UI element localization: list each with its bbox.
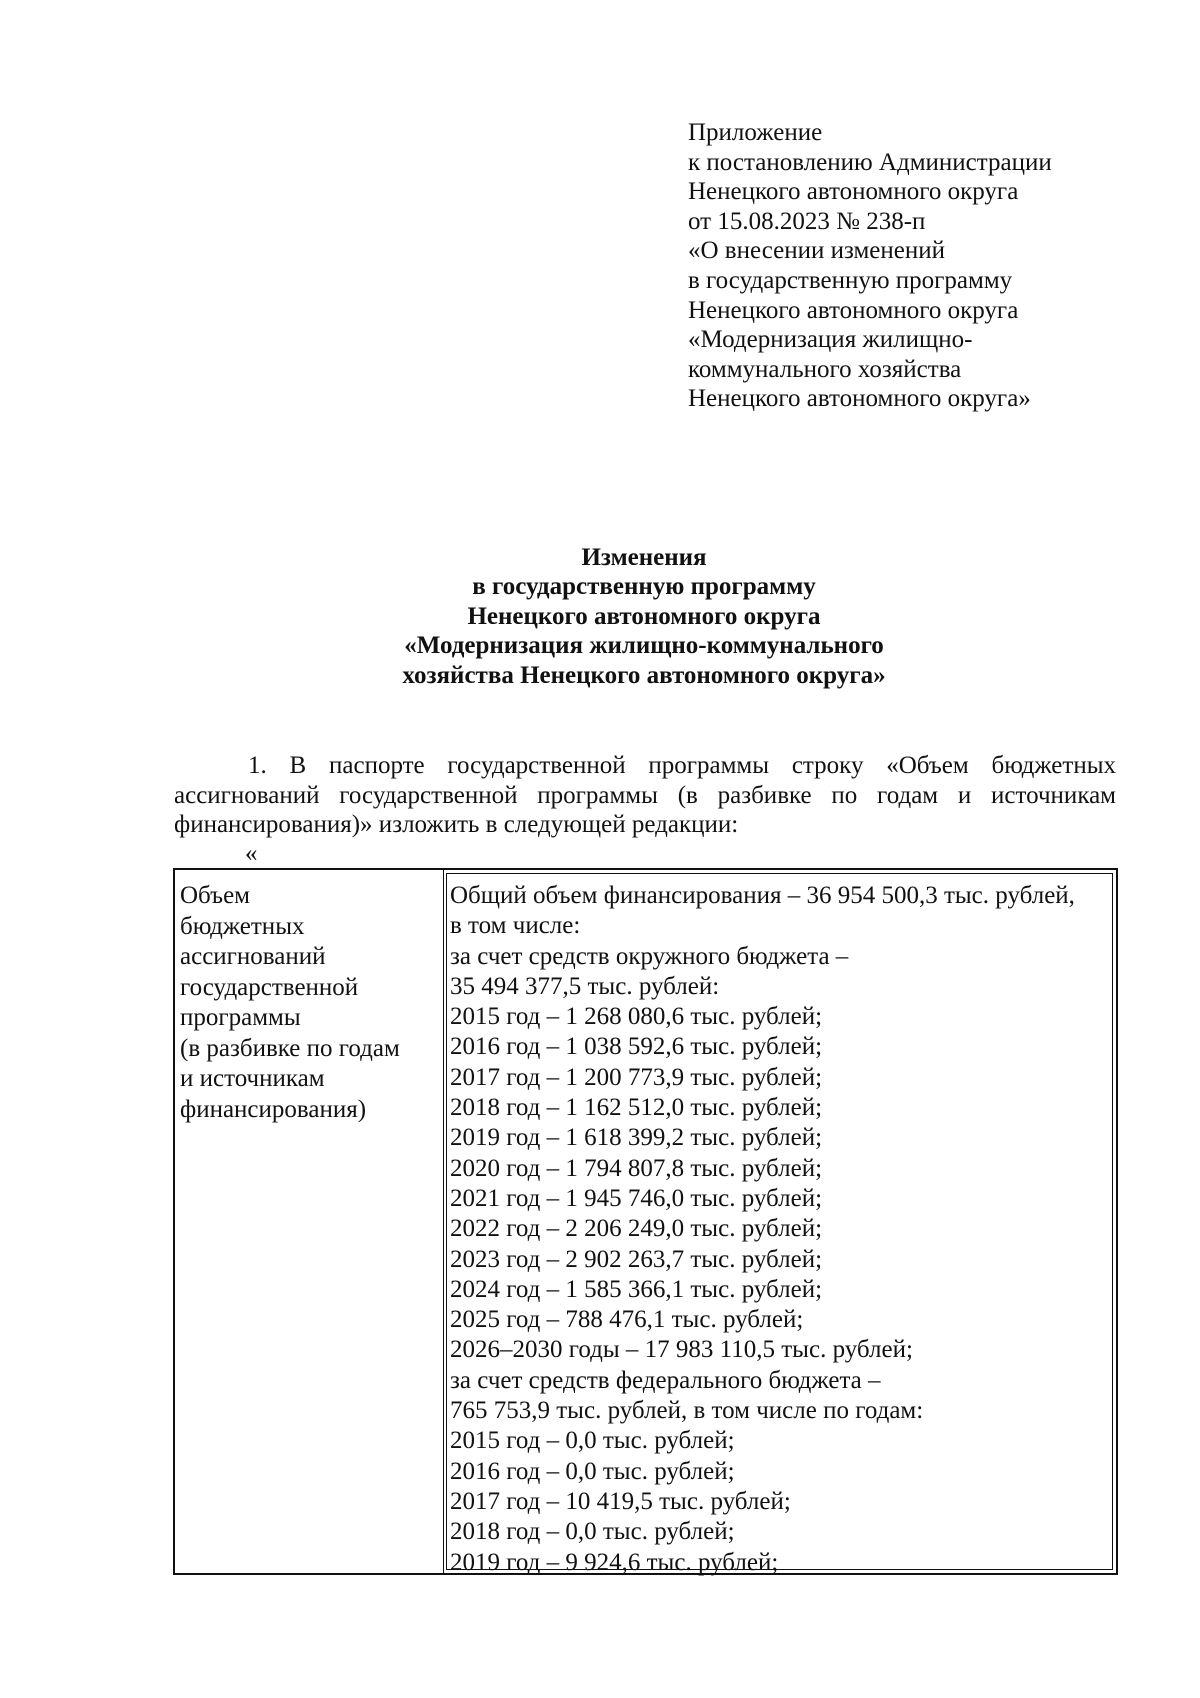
value-line: 2026–2030 годы – 17 983 110,5 тыс. рублей; bbox=[450, 1336, 913, 1364]
table-label-cell bbox=[180, 881, 438, 1125]
value-line: 2017 год – 1 200 773,9 тыс. рублей; bbox=[450, 1063, 823, 1091]
value-line: 35 494 377,5 тыс. рублей: bbox=[450, 972, 720, 1000]
appendix-line: Приложение bbox=[688, 119, 823, 146]
value-line: 2017 год – 10 419,5 тыс. рублей; bbox=[450, 1487, 791, 1515]
table-column-divider bbox=[443, 870, 444, 1573]
appendix-line: Ненецкого автономного округа bbox=[688, 178, 1019, 206]
value-line: за счет средств федерального бюджета – bbox=[450, 1366, 881, 1394]
value-line: 765 753,9 тыс. рублей, в том числе по годам: bbox=[450, 1397, 924, 1425]
label-line: Объем bbox=[180, 882, 250, 909]
label-line: (в разбивке по годам bbox=[180, 1034, 400, 1062]
value-line: 2021 год – 1 945 746,0 тыс. рублей; bbox=[450, 1184, 823, 1212]
appendix-line: «Модернизация жилищно- bbox=[688, 326, 973, 354]
value-line: 2015 год – 1 268 080,6 тыс. рублей; bbox=[450, 1003, 823, 1031]
value-line: 2022 год – 2 206 249,0 тыс. рублей; bbox=[450, 1215, 823, 1243]
value-line: 2016 год – 1 038 592,6 тыс. рублей; bbox=[450, 1033, 823, 1061]
value-line: 2019 год – 9 924,6 тыс. рублей; bbox=[450, 1548, 779, 1576]
appendix-line: к постановлению Администрации bbox=[688, 148, 1052, 176]
value-line: 2018 год – 1 162 512,0 тыс. рублей; bbox=[450, 1094, 823, 1122]
value-line: 2018 год – 0,0 тыс. рублей; bbox=[450, 1518, 735, 1546]
body-paragraph bbox=[174, 751, 1116, 840]
value-line: за счет средств окружного бюджета – bbox=[450, 942, 849, 970]
title-line: «Модернизация жилищно-коммунального bbox=[404, 632, 884, 660]
appendix-line: Ненецкого автономного округа bbox=[688, 296, 1019, 324]
appendix-header bbox=[688, 118, 1168, 414]
paragraph-line: 1. В паспорте государственной программы строку «Объем бюджетных bbox=[248, 752, 1116, 779]
label-line: и источникам bbox=[180, 1065, 325, 1092]
value-line: Общий объем финансирования – 36 954 500,3 тыс. рублей, bbox=[450, 882, 1075, 909]
table-value-cell bbox=[450, 881, 1110, 1578]
appendix-line: от 15.08.2023 № 238-п bbox=[688, 207, 926, 235]
title-line: Ненецкого автономного округа bbox=[467, 602, 821, 630]
value-line: 2024 год – 1 585 366,1 тыс. рублей; bbox=[450, 1275, 823, 1303]
document-title bbox=[0, 543, 1200, 690]
label-line: программы bbox=[180, 1004, 301, 1031]
title-line: хозяйства Ненецкого автономного округа» bbox=[402, 661, 886, 689]
label-line: финансирования) bbox=[180, 1095, 367, 1123]
label-line: ассигнований bbox=[180, 943, 326, 970]
title-line: Изменения bbox=[581, 544, 707, 571]
appendix-line: Ненецкого автономного округа» bbox=[688, 385, 1031, 413]
label-line: государственной bbox=[180, 973, 359, 1001]
label-line: бюджетных bbox=[180, 912, 305, 940]
title-line: в государственную программу bbox=[472, 573, 816, 601]
appendix-line: «О внесении изменений bbox=[688, 237, 946, 265]
appendix-line: коммунального хозяйства bbox=[688, 355, 962, 383]
opening-quote-mark: « bbox=[245, 840, 258, 867]
value-line: 2016 год – 0,0 тыс. рублей; bbox=[450, 1457, 735, 1485]
appendix-line: в государственную программу bbox=[688, 266, 1013, 294]
value-line: 2025 год – 788 476,1 тыс. рублей; bbox=[450, 1306, 804, 1334]
paragraph-line: ассигнований государственной программы (в разбивке по годам и источникам bbox=[174, 781, 1116, 809]
paragraph-line: финансирования)» изложить в следующей редакции: bbox=[174, 811, 739, 838]
value-line: в том числе: bbox=[450, 912, 581, 940]
value-line: 2020 год – 1 794 807,8 тыс. рублей; bbox=[450, 1154, 823, 1182]
value-line: 2019 год – 1 618 399,2 тыс. рублей; bbox=[450, 1124, 823, 1152]
value-line: 2023 год – 2 902 263,7 тыс. рублей; bbox=[450, 1245, 823, 1273]
budget-table bbox=[173, 868, 1118, 1575]
value-line: 2015 год – 0,0 тыс. рублей; bbox=[450, 1427, 735, 1455]
